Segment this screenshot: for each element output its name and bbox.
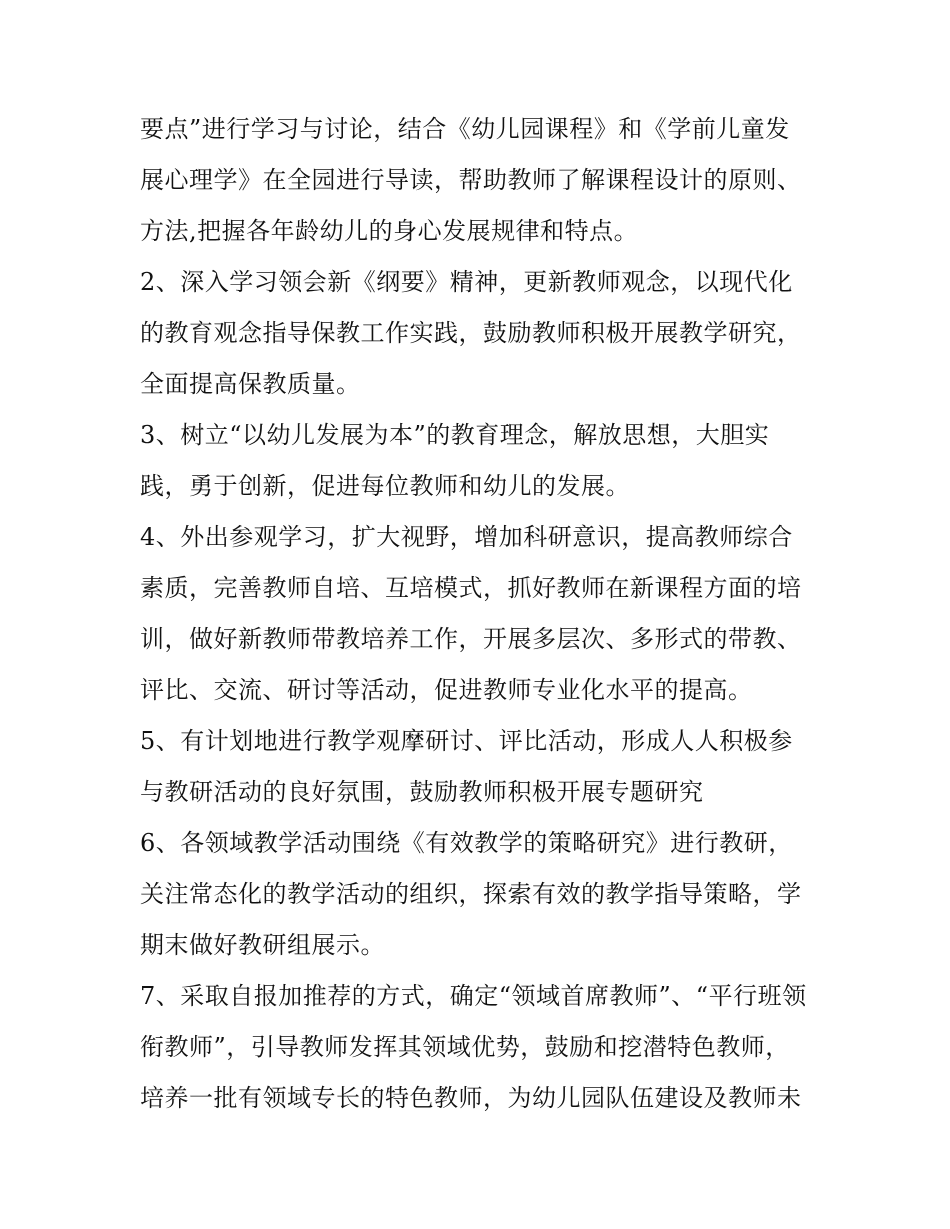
text-line: 培养一批有领域专长的特色教师，为幼儿园队伍建设及教师未 [140,1084,802,1112]
text-line: 期末做好教研组展示。 [140,931,385,959]
text-line: 要点”进行学习与讨论，结合《幼儿园课程》和《学前儿童发 [140,115,790,143]
text-line: 衔教师”，引导教师发挥其领域优势，鼓励和挖潜特色教师， [140,1033,790,1061]
text-line: 方法,把握各年龄幼儿的身心发展规律和特点。 [140,217,639,245]
text-line: 3、树立“以幼儿发展为本”的教育理念，解放思想，大胆实 [140,421,770,449]
text-line: 践，勇于创新，促进每位教师和幼儿的发展。 [140,472,630,500]
text-line: 的教育观念指导保教工作实践，鼓励教师积极开展教学研究， [140,319,802,347]
text-line: 4、外出参观学习，扩大视野，增加科研意识，提高教师综合 [140,523,793,551]
text-line: 全面提高保教质量。 [140,370,361,398]
text-line: 6、各领域教学活动围绕《有效教学的策略研究》进行教研， [140,829,793,857]
text-line: 评比、交流、研讨等活动，促进教师专业化水平的提高。 [140,676,753,704]
text-line: 5、有计划地进行教学观摩研讨、评比活动，形成人人积极参 [140,727,793,755]
text-line: 与教研活动的良好氛围，鼓励教师积极开展专题研究 [140,778,704,806]
text-line: 训，做好新教师带教培养工作，开展多层次、多形式的带教、 [140,625,802,653]
text-line: 2、深入学习领会新《纲要》精神，更新教师观念，以现代化 [140,268,793,296]
text-line: 素质，完善教师自培、互培模式，抓好教师在新课程方面的培 [140,574,802,602]
document-body [140,104,840,1124]
text-line: 展心理学》在全园进行导读，帮助教师了解课程设计的原则、 [140,166,802,194]
text-line: 7、采取自报加推荐的方式，确定“领域首席教师”、“平行班领 [140,982,807,1010]
text-line: 关注常态化的教学活动的组织，探索有效的教学指导策略，学 [140,880,802,908]
